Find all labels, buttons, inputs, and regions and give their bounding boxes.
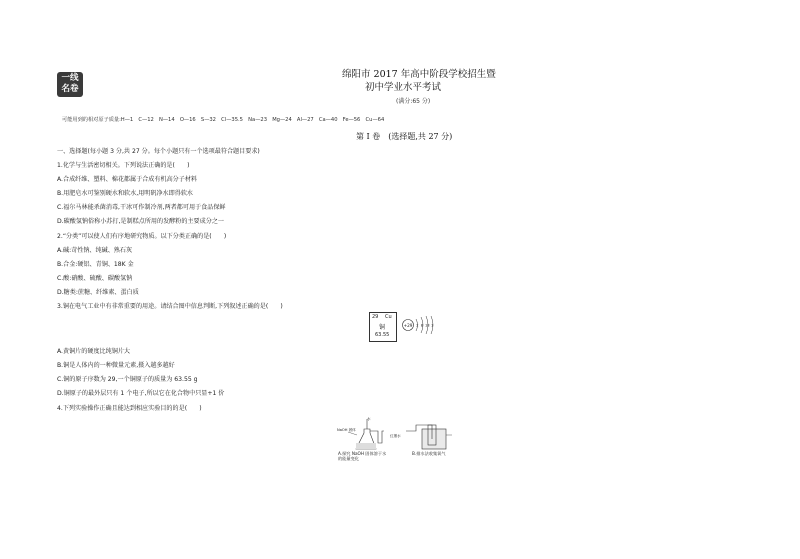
question-2-option-b: B.合金:硬铝、青铜、18K 金	[57, 261, 134, 268]
label-water: 水	[367, 417, 371, 421]
shell-count-3: 18	[425, 323, 430, 328]
question-2-option-d: D.糖类:蔗糖、纤维素、蛋白质	[57, 289, 139, 296]
full-score: (满分:65 分)	[396, 98, 431, 105]
nucleus-charge: +29	[403, 322, 413, 328]
atomic-number: 29	[372, 314, 379, 320]
logo-line-1: 一线	[61, 73, 79, 83]
question-3-stem: 3.铜在电气工业中有非常重要的用途。请结合图中信息判断,下列叙述正确的是( )	[57, 303, 283, 310]
label-naoh: NaOH 固体	[337, 428, 356, 432]
exam-title-line-2: 初中学业水平考试	[365, 82, 442, 93]
question-3-option-c: C.铜的原子序数为 29,一个铜原子的质量为 63.55 g	[57, 376, 198, 383]
u-tube-a	[370, 431, 384, 443]
caption-a: A.探究 NaOH 固体溶于水的能量变化	[338, 451, 387, 461]
question-3-option-b: B.铜是人体内的一种微量元素,摄入越多越好	[57, 362, 175, 369]
copper-element-cell	[369, 312, 397, 342]
label-red-ink: 红墨水	[390, 434, 401, 438]
shell-count-2: 8	[420, 323, 424, 328]
exam-title-line-1: 绵阳市 2017 年高中阶段学校招生暨	[342, 69, 496, 80]
copper-atom-structure-diagram	[400, 313, 436, 337]
section-title: 第 Ⅰ 卷 (选择题,共 27 分)	[356, 132, 453, 141]
question-1-option-b: B.用肥皂水可鉴别硬水和软水,用明矾净水即得软水	[57, 190, 194, 197]
question-3-option-a: A.黄铜片的硬度比纯铜片大	[57, 348, 131, 355]
question-2-stem: 2.“分类”可以使人们有序地研究物质。以下分类正确的是( )	[57, 233, 227, 240]
caption-b: B.排水法收集氧气	[412, 451, 446, 456]
shell-count-4: 1	[431, 323, 434, 328]
question-1-option-d: D.碳酸氢钠俗称小苏打,是制糕点所用的发酵粉的主要成分之一	[57, 218, 225, 225]
atomic-masses: 可能用到的相对原子质量:H—1 C—12 N—14 O—16 S—32 Cl—35.5 Na—23 Mg—24 Al—27 Ca—40 Fe—56 Cu—64	[62, 117, 385, 123]
question-1-option-a: A.合成纤维、塑料、棉花都属于合成有机高分子材料	[57, 176, 198, 183]
element-name: 铜	[379, 324, 386, 331]
atomic-mass: 63.55	[375, 332, 390, 338]
element-symbol: Cu	[385, 314, 392, 320]
question-1-option-c: C.福尔马林能杀菌消毒,干冰可作制冷剂,两者都可用于食品保鲜	[57, 204, 226, 211]
question-4-stem: 4.下列实验操作正确且能达到相应实验目的的是( )	[57, 405, 202, 412]
liquid-a	[356, 443, 376, 449]
question-2-option-a: A.碱:苛性钠、纯碱、熟石灰	[57, 247, 133, 254]
water-trough-b	[422, 429, 446, 449]
question-1-stem: 1.化学与生活密切相关。下列说法正确的是( )	[57, 162, 190, 169]
shell-count-1: 2	[416, 323, 419, 328]
series-logo	[57, 72, 83, 97]
logo-line-2: 名卷	[61, 84, 79, 94]
question-2-option-c: C.酸:硝酸、硫酸、碳酸氢钠	[57, 275, 133, 282]
instructions: 一、选择题(每小题 3 分,共 27 分。每个小题只有一个选项最符合题目要求)	[57, 148, 260, 155]
question-3-option-d: D.铜原子的最外层只有 1 个电子,所以它在化合物中只显+1 价	[57, 390, 225, 397]
